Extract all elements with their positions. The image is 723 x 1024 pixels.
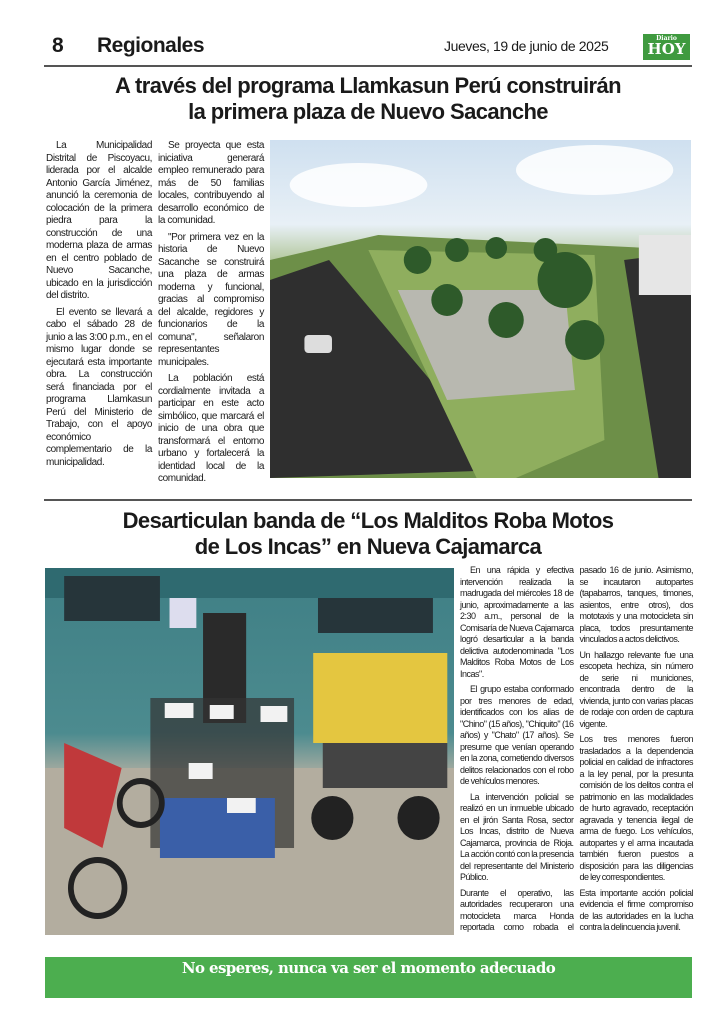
page-number: 8 xyxy=(52,34,64,57)
logo-small-text: Diario xyxy=(656,35,677,42)
plaza-rendering-image xyxy=(270,140,691,478)
paragraph: El evento se llevará a cabo el sábado 28 de junio a las 3:00 p.m., en el mismo lugar donde se ejecutará esta importante obra. La construcción será financiada por el programa Llamkasun Perú del Ministerio de Trabajo, con el apoyo económico complementario de la municipalidad. xyxy=(46,306,152,468)
footer-banner xyxy=(45,957,692,998)
footer-slogan: No esperes, nunca va ser el momento adecuado xyxy=(181,959,556,977)
article1-headline xyxy=(44,73,692,125)
paragraph: "Por primera vez en la historia de Nuevo Sacanche se construirá una plaza de armas moderna y funcional, gracias al compromiso del alcalde, regidores y funcionarios de la comuna", señalaron representantes municipales. xyxy=(158,231,264,368)
paragraph: La Municipalidad Distrital de Piscoyacu, liderada por el alcalde Antonio García Jiménez, anunció la ceremonia de colocación de la primera piedra para la construcción de una moderna plaza de armas en el centro poblado de Nuevo Sacanche, ubicado en la jurisdicción del distrito. xyxy=(46,140,152,301)
headline-line: Desarticulan banda de “Los Malditos Roba Motos xyxy=(122,508,614,533)
paragraph: La población está cordialmente invitada a participar en este acto simbólico, que marcará el inicio de una obra que transformará el entorno urbano y fortalecerá la identidad local de la comunidad. xyxy=(158,373,264,484)
header-divider xyxy=(44,65,692,67)
paragraph: Los tres menores fueron trasladados a la dependencia policial en calidad de infractores a la ley penal, por la presunta comisión de los delitos contra el patrimonio en las modalidades de hurto agravado, receptación agravada y tenencia ilegal de arma de fuego. Los vehículos, autopartes y el arma incautada también fueron puestos a disposición para las diligencias de ley correspondientes. xyxy=(579,734,693,882)
headline-line: la primera plaza de Nuevo Sacanche xyxy=(188,99,548,124)
article1-body xyxy=(46,140,264,486)
paragraph: Un hallazgo relevante fue una escopeta hechiza, sin número de serie ni municiones, encontrada dentro de la vivienda, junto con varias placas de rodaje con orden de captura vigente. xyxy=(579,649,693,729)
paragraph: En una rápida y efectiva intervención realizada la madrugada del miércoles 18 de junio, aproximadamente a las 2:30 a.m., personal de la Comisaría de Nueva Cajamarca logró desarticular a la banda delictiva autodenominada "Los Malditos Roba Motos de Los Incas". xyxy=(460,565,574,679)
logo-big-text: HOY xyxy=(647,40,686,58)
newspaper-logo xyxy=(643,34,690,60)
seized-motorcycles-photo xyxy=(45,568,454,935)
issue-date: Jueves, 19 de junio de 2025 xyxy=(444,38,609,54)
paragraph: Se proyecta que esta iniciativa generará empleo remunerado para más de 50 familias locales, contribuyendo al desarrollo económico de la comunidad. xyxy=(158,140,264,226)
article2-body xyxy=(460,565,693,936)
section-title: Regionales xyxy=(97,34,205,57)
article-divider xyxy=(44,499,692,501)
paragraph: El grupo estaba conformado por tres menores de edad, identificados con los alias de "Chino" (15 años), "Chiquito" (16 años) y "Chato" (17 años). Se presume que venían operando en la zona, cometiendo diversos delitos relacionados con el robo de vehículos menores. xyxy=(460,684,574,786)
article2-headline xyxy=(44,508,692,560)
paragraph: La intervención policial se realizó en un inmueble ubicado en el jirón Santa Rosa, sector Los Incas, distrito de Nueva Cajamarca, provincia de Rioja. La acción contó con la presencia del representante del Ministerio Público. xyxy=(460,791,574,882)
paragraph: Esta importante acción policial evidencia el firme compromiso de las autoridades en la lucha contra la delincuencia juvenil. xyxy=(579,887,693,932)
paragraph: Durante el operativo, las autoridades recuperaron una motocicleta marca Honda reportada como robada el pasado 16 de junio. Asimismo, se incautaron autopartes (tapabarros, tanques, timones, asientos, entre otros), dos mototaxis y una motocicleta sin placa, todos presuntamente vinculados a actos delictivos. xyxy=(460,565,693,932)
headline-line: A través del programa Llamkasun Perú construirán xyxy=(115,73,621,98)
headline-line: de Los Incas” en Nueva Cajamarca xyxy=(194,534,542,559)
